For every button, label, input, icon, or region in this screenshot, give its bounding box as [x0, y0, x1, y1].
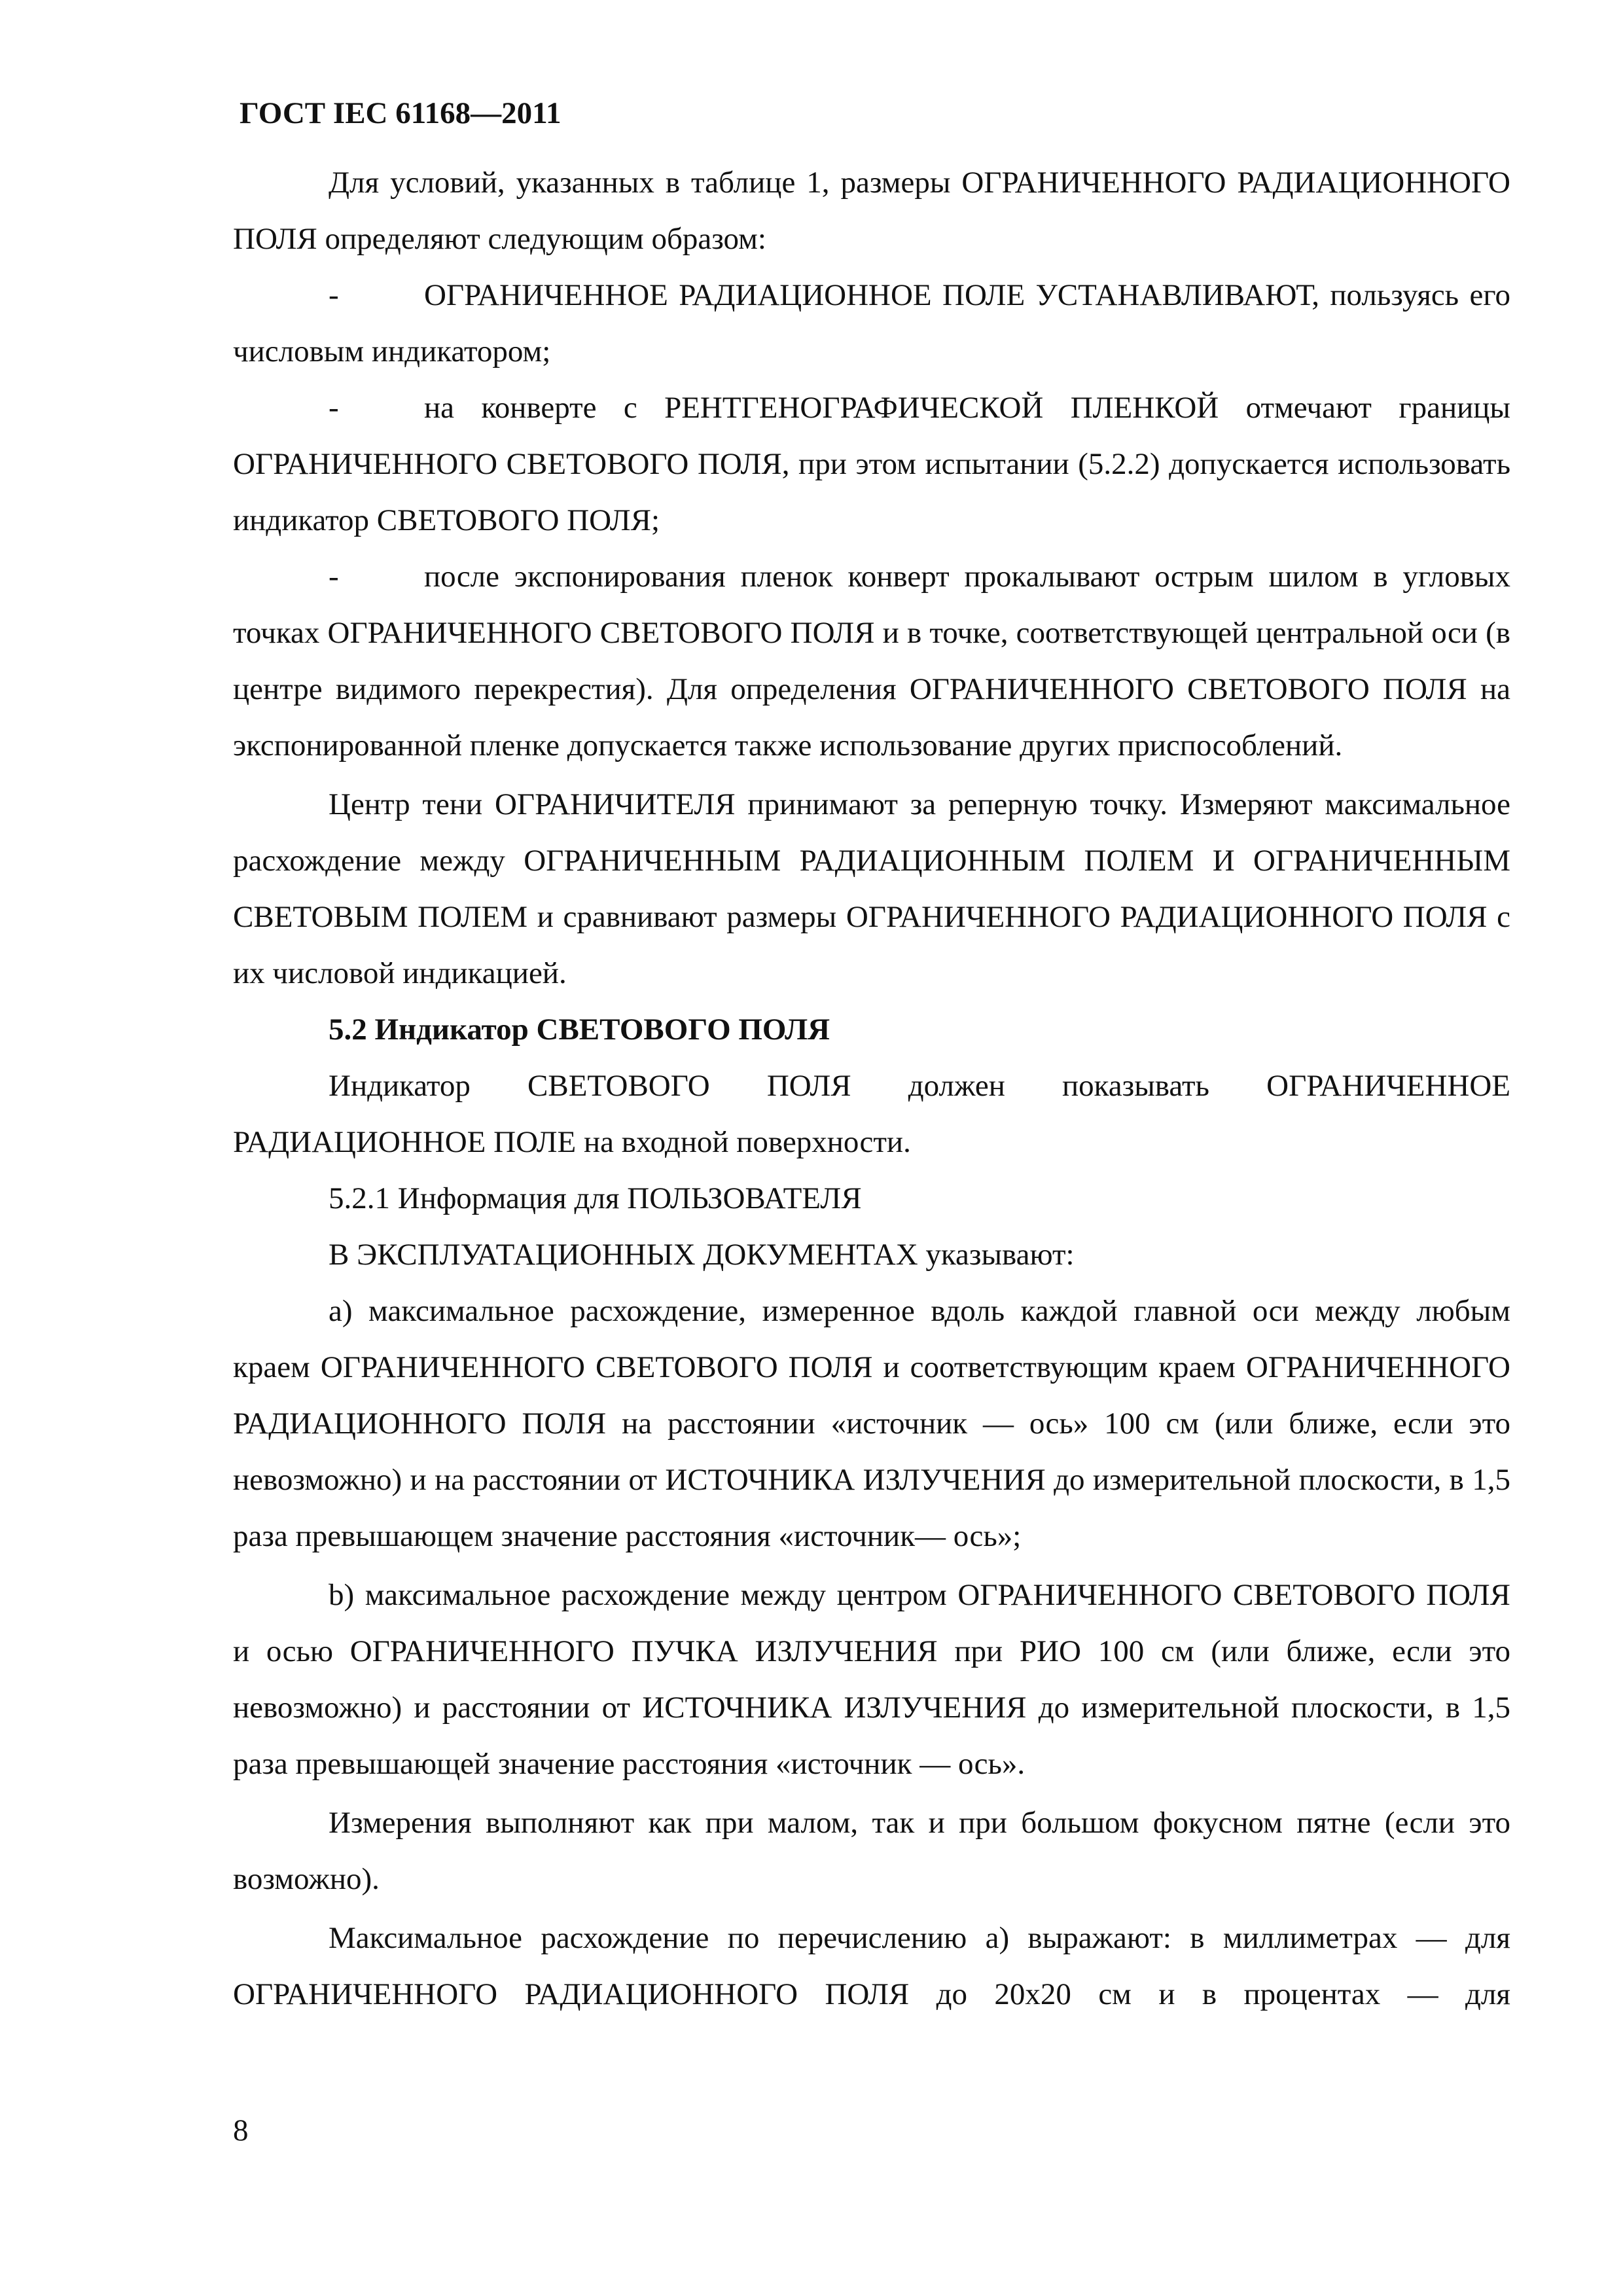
- list-dash: -: [329, 560, 339, 594]
- list-dash: -: [329, 278, 339, 312]
- subsection-heading: 5.2.1 Информация для ПОЛЬЗОВАТЕЛЯ: [329, 1181, 862, 1215]
- page-number: 8: [233, 2113, 249, 2147]
- list-item-2: [233, 380, 1510, 548]
- list-item-b: b) максимальное расхождение между центром ОГРАНИЧЕННОГО СВЕТОВОГО ПОЛЯ и осью ОГРАНИЧЕННОГО ПУЧКА ИЗЛУЧЕНИЯ при РИО 100 см (или ближе, если это невозможно) и расстоянии от ИСТОЧНИКА ИЗЛУЧЕНИЯ до измерительной плоскости, в 1,5 раза превышающей значение расстояния «источник — ось».: [233, 1578, 1510, 1781]
- standard-code-header: ГОСТ IEC 61168—2011: [240, 96, 562, 130]
- paragraph-documents: В ЭКСПЛУАТАЦИОННЫХ ДОКУМЕНТАХ указывают:: [329, 1238, 1075, 1272]
- paragraph-reference-point: Центр тени ОГРАНИЧИТЕЛЯ принимают за реперную точку. Измеряют максимальное расхождение между ОГРАНИЧЕННЫМ РАДИАЦИОННЫМ ПОЛЕМ И ОГРАНИЧЕННЫМ СВЕТОВЫМ ПОЛЕМ и сравнивают размеры ОГРАНИЧЕННОГО РАДИАЦИОННОГО ПОЛЯ с их числовой индикацией.: [233, 787, 1510, 990]
- paragraph-max-divergence: Максимальное расхождение по перечислению а) выражают: в миллиметрах — для ОГРАНИЧЕННОГО РАДИАЦИОННОГО ПОЛЯ до 20х20 см и в процентах — для: [233, 1921, 1510, 2011]
- list-item-text: после экспонирования пленок конверт прокалывают острым шилом в угловых точках ОГРАНИЧЕННОГО СВЕТОВОГО ПОЛЯ и в точке, соответствующей центральной оси (в центре видимого перекрестия). Для определения ОГРАНИЧЕННОГО СВЕТОВОГО ПОЛЯ на экспонированной пленке допускается также использование других приспособлений.: [233, 560, 1510, 762]
- list-item-text: на конверте с РЕНТГЕНОГРАФИЧЕСКОЙ ПЛЕНКОЙ отмечают границы ОГРАНИЧЕННОГО СВЕТОВОГО ПОЛЯ, при этом испытании (5.2.2) допускается использовать индикатор СВЕТОВОГО ПОЛЯ;: [233, 391, 1510, 537]
- list-item-3: [233, 548, 1510, 774]
- section-heading: 5.2 Индикатор СВЕТОВОГО ПОЛЯ: [329, 1013, 830, 1047]
- paragraph-intro: Для условий, указанных в таблице 1, размеры ОГРАНИЧЕННОГО РАДИАЦИОННОГО ПОЛЯ определяют следующим образом:: [233, 166, 1510, 256]
- list-item-1: [233, 267, 1510, 380]
- list-item-a: а) максимальное расхождение, измеренное вдоль каждой главной оси между любым краем ОГРАНИЧЕННОГО СВЕТОВОГО ПОЛЯ и соответствующим краем ОГРАНИЧЕННОГО РАДИАЦИОННОГО ПОЛЯ на расстоянии «источник — ось» 100 см (или ближе, если это невозможно) и на расстоянии от ИСТОЧНИКА ИЗЛУЧЕНИЯ до измерительной плоскости, в 1,5 раза превышающем значение расстояния «источник— ось»;: [233, 1294, 1510, 1553]
- list-dash: -: [329, 391, 339, 425]
- list-item-text: ОГРАНИЧЕННОЕ РАДИАЦИОННОЕ ПОЛЕ УСТАНАВЛИВАЮТ, пользуясь его числовым индикатором;: [233, 278, 1510, 368]
- paragraph-focal-spot: Измерения выполняют как при малом, так и при большом фокусном пятне (если это возможно).: [233, 1806, 1510, 1896]
- paragraph-light-field-indicator: Индикатор СВЕТОВОГО ПОЛЯ должен показывать ОГРАНИЧЕННОЕ РАДИАЦИОННОЕ ПОЛЕ на входной поверхности.: [233, 1069, 1510, 1159]
- page-body: [233, 154, 1510, 2022]
